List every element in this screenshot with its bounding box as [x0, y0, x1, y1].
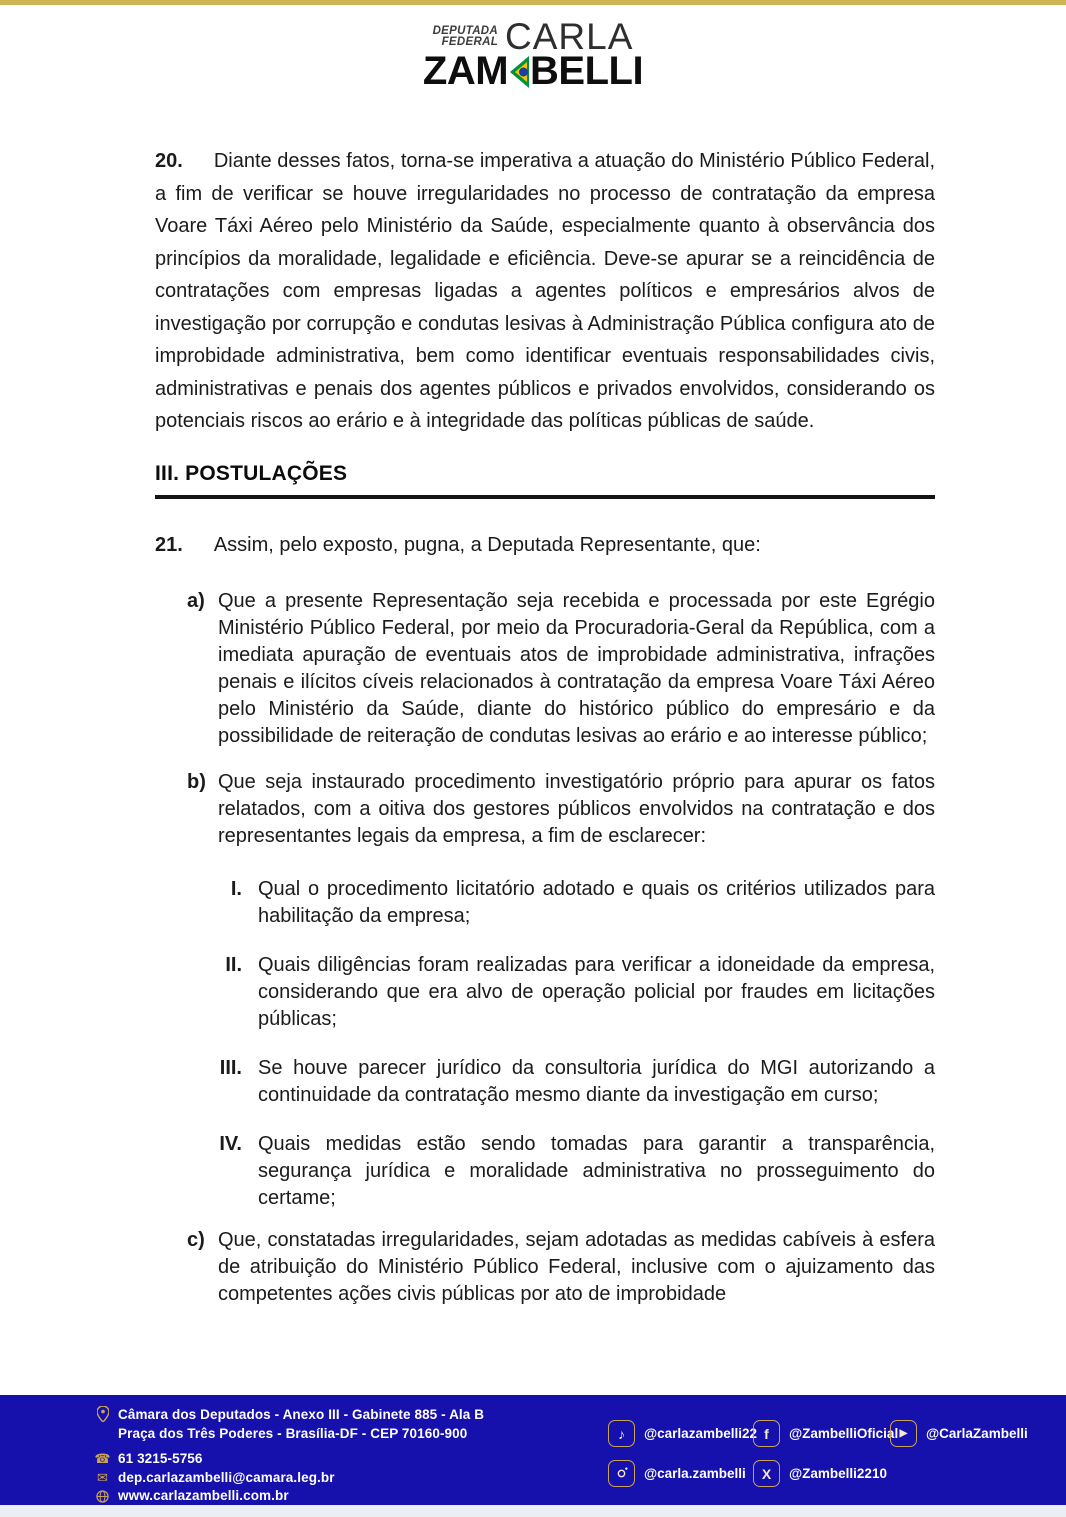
logo-first-name: CARLA	[505, 16, 634, 57]
sub-item-iv-label: IV.	[219, 1133, 242, 1155]
footer-website-url: www.carlazambelli.com.br	[118, 1488, 289, 1503]
paragraph-21	[155, 529, 935, 562]
social-youtube	[890, 1420, 1028, 1447]
youtube-handle: @CarlaZambelli	[926, 1426, 1028, 1441]
document-body	[155, 145, 935, 1308]
sub-item-iii-text: Se houve parecer jurídico da consultoria jurídica do MGI autorizando a continuidade da contratação mesmo diante da investigação em curso;	[258, 1057, 935, 1106]
brazil-flag-icon	[509, 55, 529, 89]
sub-item-i-label: I.	[230, 878, 242, 900]
x-twitter-icon: X	[753, 1460, 780, 1487]
facebook-handle: @ZambelliOficial	[789, 1426, 899, 1441]
list-item-b	[187, 769, 935, 850]
phone-icon: ☎	[94, 1451, 111, 1466]
list-item-a-text: Que a presente Representação seja recebida e processada por este Egrégio Ministério Público Federal, por meio da Procuradoria-Geral da República, com a imediata apuração de eventuais atos de improbidade administrativa, infrações penais e ilícitos cíveis relacionados à contratação da empresa Voare Táxi Aéreo pelo Ministério da Saúde, diante do histórico público do empresário e da possibilidade de reiteração de condutas lesivas ao erário e ao interesse público;	[218, 590, 935, 747]
globe-icon	[95, 1490, 110, 1503]
footer-phone-number: 61 3215-5756	[118, 1451, 203, 1466]
list-item-b-text: Que seja instaurado procedimento investigatório próprio para apurar os fatos relatados, com a oitiva dos gestores públicos envolvidos na contratação e dos representantes legais da empresa, a fim de esclarecer:	[218, 771, 935, 847]
list-item-c-label: c)	[187, 1229, 205, 1251]
social-tiktok	[608, 1420, 757, 1447]
footer-email-address: dep.carlazambelli@camara.leg.br	[118, 1469, 335, 1485]
sub-item-iii	[219, 1055, 935, 1109]
social-instagram	[608, 1460, 746, 1487]
sub-item-i	[230, 876, 935, 930]
paragraph-20	[155, 145, 935, 438]
footer-phone	[95, 1450, 484, 1469]
sub-item-iv-text: Quais medidas estão sendo tomadas para garantir a transparência, segurança jurídica e moralidade administrativa no prosseguimento do certame;	[258, 1133, 935, 1209]
instagram-icon	[608, 1460, 635, 1487]
logo-deputada-label: DEPUTADA	[432, 25, 499, 37]
logo-top-row	[423, 16, 643, 57]
footer-email	[95, 1469, 484, 1488]
tiktok-icon: ♪	[608, 1420, 635, 1447]
paragraph-20-text: Diante desses fatos, torna-se imperativa a atuação do Ministério Público Federal, a fim de verificar se houve irregularidades no processo de contratação da empresa Voare Táxi Aéreo pelo Ministério da Saúde, especialmente quanto à observância dos princípios da moralidade, legalidade e eficiência. Deve-se apurar se a reincidência de contratações com empresas ligadas a agentes políticos e empresários alvos de investigação por corrupção e condutas lesivas à Administração Pública configura ato de improbidade administrativa, bem como identificar eventuais responsabilidades civis, administrativas e penais dos agentes públicos e privados envolvidos, considerando os potenciais riscos ao erário e à integridade das políticas públicas de saúde.	[155, 150, 935, 432]
youtube-icon: ▶	[890, 1420, 917, 1447]
list-item-c	[187, 1227, 935, 1308]
footer-address-line-2: Praça dos Três Poderes - Brasília-DF - CEP 70160-900	[118, 1425, 468, 1441]
top-accent-bar	[0, 0, 1066, 5]
bottom-edge-strip	[0, 1505, 1066, 1517]
x-handle: @Zambelli2210	[789, 1466, 887, 1481]
footer-contacts	[95, 1450, 484, 1506]
list-item-a	[187, 588, 935, 750]
footer-address	[95, 1406, 484, 1443]
sub-item-ii-label: II.	[225, 954, 242, 976]
logo-federal-label: FEDERAL	[441, 36, 499, 48]
email-icon: ✉	[97, 1469, 108, 1485]
logo-last-name-right: BELLI	[530, 49, 644, 93]
footer-address-lines	[118, 1406, 484, 1443]
list-item-a-label: a)	[187, 590, 205, 612]
paragraph-20-number: 20.	[155, 150, 183, 172]
sub-item-i-text: Qual o procedimento licitatório adotado e quais os critérios utilizados para habilitação da empresa;	[258, 878, 935, 927]
section-heading-postulacoes: III. POSTULAÇÕES	[155, 462, 935, 499]
list-item-c-text: Que, constatadas irregularidades, sejam adotadas as medidas cabíveis à esfera de atribuição do Ministério Público Federal, inclusive com o ajuizamento das competentes ações civis públicas por ato de improbidade	[218, 1229, 935, 1305]
paragraph-21-number: 21.	[155, 533, 183, 556]
social-facebook	[753, 1420, 898, 1447]
sub-item-iii-label: III.	[219, 1057, 242, 1079]
instagram-handle: @carla.zambelli	[644, 1466, 746, 1481]
header-logo	[422, 16, 644, 93]
location-pin-icon	[95, 1406, 110, 1422]
footer	[0, 1395, 1066, 1505]
logo-last-name-left: ZAM	[422, 49, 509, 93]
sub-item-ii	[225, 952, 935, 1033]
paragraph-21-text: Assim, pelo exposto, pugna, a Deputada Representante, que:	[213, 533, 761, 556]
sub-item-ii-text: Quais diligências foram realizadas para verificar a idoneidade da empresa, considerando que era alvo de operação policial por fraudes em licitações públicas;	[258, 954, 935, 1030]
footer-website	[95, 1487, 484, 1506]
sub-item-iv	[219, 1131, 935, 1212]
social-x	[753, 1460, 887, 1487]
tiktok-handle: @carlazambelli22	[644, 1426, 757, 1441]
list-item-b-label: b)	[187, 771, 206, 793]
footer-contact-block	[95, 1406, 484, 1506]
footer-address-line-1: Câmara dos Deputados - Anexo III - Gabinete 885 - Ala B	[118, 1407, 485, 1422]
facebook-icon: f	[753, 1420, 780, 1447]
logo-last-name	[422, 49, 644, 93]
